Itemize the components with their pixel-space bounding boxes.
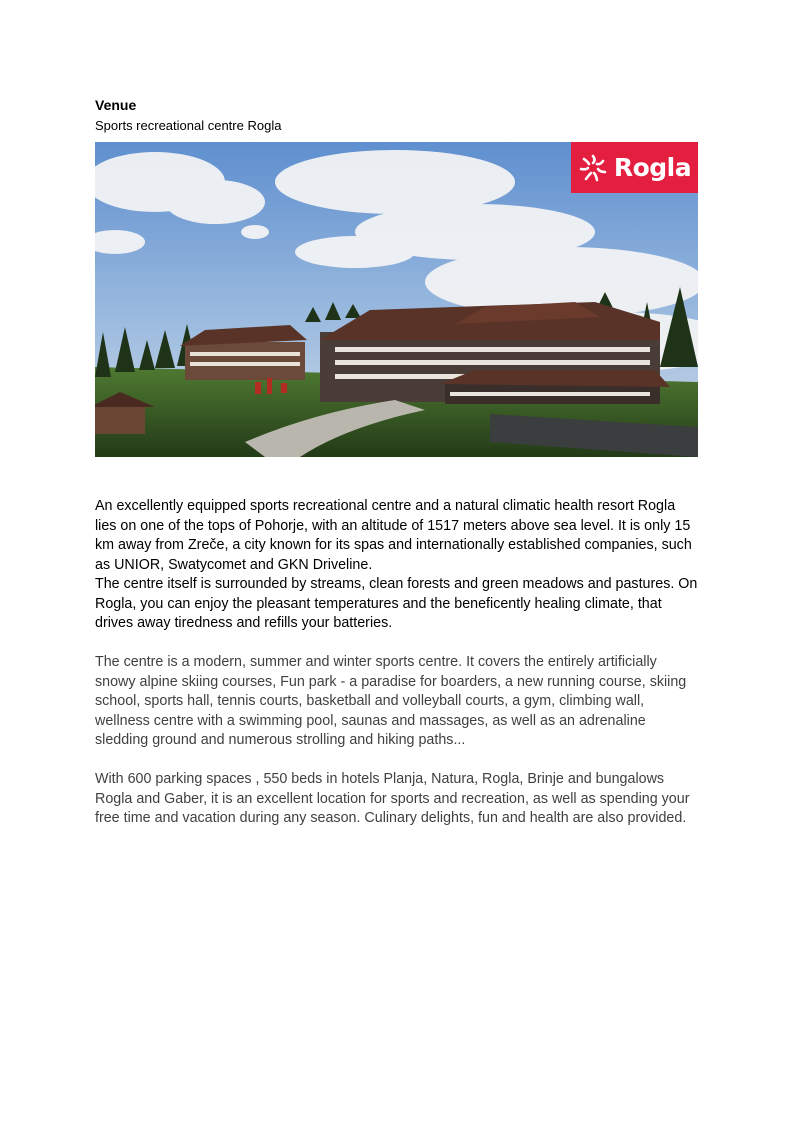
hotel-main (320, 302, 670, 404)
intro-paragraph-1: An excellently equipped sports recreational centre and a natural climatic health resort Rogla lies on one of the tops of Pohorje, with an altitude of 1517 meters above sea level. It is only 15 km away from Zreče, a city known for its spas and internationally established companies, such as UNIOR, Swatycomet and GKN Driveline. (95, 498, 692, 573)
document-page (95, 96, 698, 829)
facilities-paragraph: The centre is a modern, summer and winter sports centre. It covers the entirely artificially snowy alpine skiing courses, Fun park - a paradise for boarders, a new running course, skiing school, sports hall, tennis courts, basketball and volleyball courts, a gym, climbing wall, wellness centre with a swimming pool, saunas and massages, as well as an adrenaline sledding ground and numerous strolling and hiking paths... (95, 654, 687, 748)
page-title: Venue (95, 97, 137, 113)
logo-text: Rogla (613, 153, 692, 182)
intro-section (95, 497, 698, 634)
rogla-swirl-icon (578, 153, 608, 183)
facilities-section (95, 653, 698, 751)
page-subtitle: Sports recreational centre Rogla (95, 118, 282, 133)
venue-photo (95, 142, 698, 457)
accommodation-paragraph: With 600 parking spaces , 550 beds in hotels Planja, Natura, Rogla, Brinje and bungalows Rogla and Gaber, it is an excellent location for sports and recreation, as well as spending your free time and vacation during any season. Culinary delights, fun and health are also provided. (95, 771, 690, 826)
intro-paragraph-2: The centre itself is surrounded by streams, clean forests and green meadows and pastures. On Rogla, you can enjoy the pleasant temperatures and the beneficently healing climate, that drives away tiredness and refills your batteries. (95, 576, 698, 631)
rogla-logo (571, 142, 698, 193)
accommodation-section (95, 770, 698, 829)
